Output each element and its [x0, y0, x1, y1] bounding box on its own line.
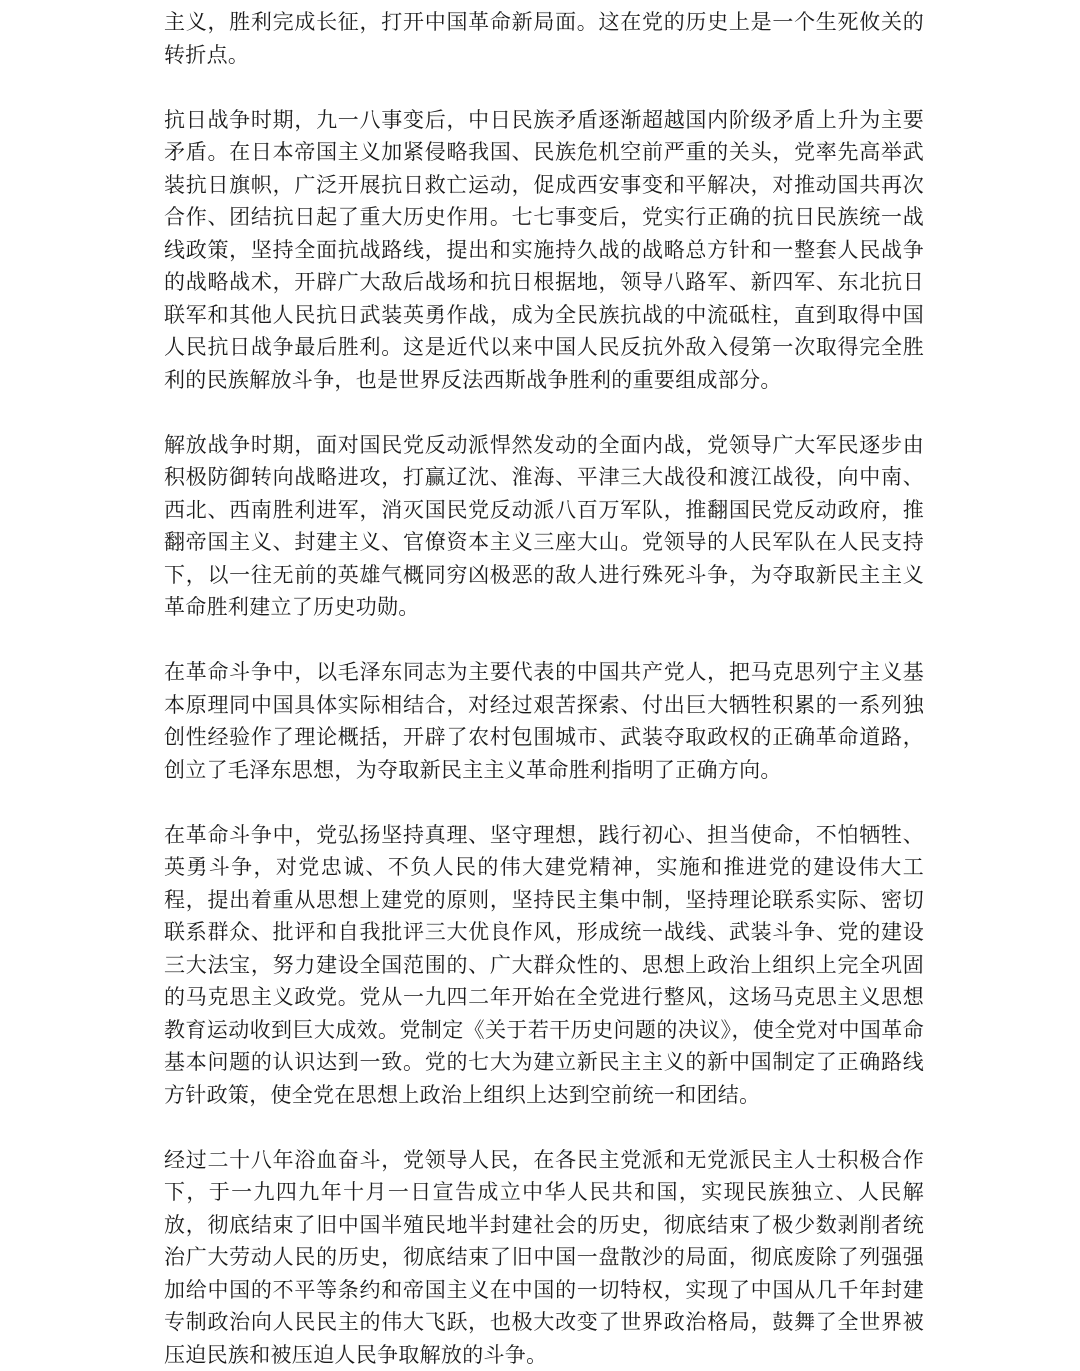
paragraph-founding-prc: 经过二十八年浴血奋斗，党领导人民，在各民主党派和无党派民主人士积极合作下，于一九四九年十月一日宣告成立中华人民共和国，实现民族独立、人民解放，彻底结束了旧中国半殖民地半封建社会的历史，彻底结束了极少数剥削者统治广大劳动人民的历史，彻底结束了旧中国一盘散沙的局面，彻底废除了列强强加给中国的不平等条约和帝国主义在中国的一切特权，实现了中国从几千年封建专制政治向人民民主的伟大飞跃，也极大改变了世界政治格局，鼓舞了全世界被压迫民族和被压迫人民争取解放的斗争。 [164, 1144, 924, 1371]
paragraph-gap [164, 786, 924, 819]
paragraph-gap [164, 71, 924, 104]
document-body [164, 0, 924, 1371]
paragraph-gap [164, 1111, 924, 1144]
paragraph-gap [164, 396, 924, 429]
paragraph-anti-japanese-war: 抗日战争时期，九一八事变后，中日民族矛盾逐渐超越国内阶级矛盾上升为主要矛盾。在日本帝国主义加紧侵略我国、民族危机空前严重的关头，党率先高举武装抗日旗帜，广泛开展抗日救亡运动，促成西安事变和平解决，对推动国共再次合作、团结抗日起了重大历史作用。七七事变后，党实行正确的抗日民族统一战线政策，坚持全面抗战路线，提出和实施持久战的战略总方针和一整套人民战争的战略战术，开辟广大敌后战场和抗日根据地，领导八路军、新四军、东北抗日联军和其他人民抗日武装英勇作战，成为全民族抗战的中流砥柱，直到取得中国人民抗日战争最后胜利。这是近代以来中国人民反抗外敌入侵第一次取得完全胜利的民族解放斗争，也是世界反法西斯战争胜利的重要组成部分。 [164, 104, 924, 397]
paragraph-gap [164, 624, 924, 657]
paragraph-long-march-turning-point: 主义，胜利完成长征，打开中国革命新局面。这在党的历史上是一个生死攸关的转折点。 [164, 6, 924, 71]
paragraph-mao-zedong-thought: 在革命斗争中，以毛泽东同志为主要代表的中国共产党人，把马克思列宁主义基本原理同中国具体实际相结合，对经过艰苦探索、付出巨大牺牲积累的一系列独创性经验作了理论概括，开辟了农村包围城市、武装夺取政权的正确革命道路，创立了毛泽东思想，为夺取新民主主义革命胜利指明了正确方向。 [164, 656, 924, 786]
paragraph-liberation-war: 解放战争时期，面对国民党反动派悍然发动的全面内战，党领导广大军民逐步由积极防御转向战略进攻，打赢辽沈、淮海、平津三大战役和渡江战役，向中南、西北、西南胜利进军，消灭国民党反动派八百万军队，推翻国民党反动政府，推翻帝国主义、封建主义、官僚资本主义三座大山。党领导的人民军队在人民支持下，以一往无前的英雄气概同穷凶极恶的敌人进行殊死斗争，为夺取新民主主义革命胜利建立了历史功勋。 [164, 429, 924, 624]
paragraph-party-building: 在革命斗争中，党弘扬坚持真理、坚守理想，践行初心、担当使命，不怕牺牲、英勇斗争，对党忠诚、不负人民的伟大建党精神，实施和推进党的建设伟大工程，提出着重从思想上建党的原则，坚持民主集中制，坚持理论联系实际、密切联系群众、批评和自我批评三大优良作风，形成统一战线、武装斗争、党的建设三大法宝，努力建设全国范围的、广大群众性的、思想上政治上组织上完全巩固的马克思主义政党。党从一九四二年开始在全党进行整风，这场马克思主义思想教育运动收到巨大成效。党制定《关于若干历史问题的决议》，使全党对中国革命基本问题的认识达到一致。党的七大为建立新民主主义的新中国制定了正确路线方针政策，使全党在思想上政治上组织上达到空前统一和团结。 [164, 819, 924, 1112]
